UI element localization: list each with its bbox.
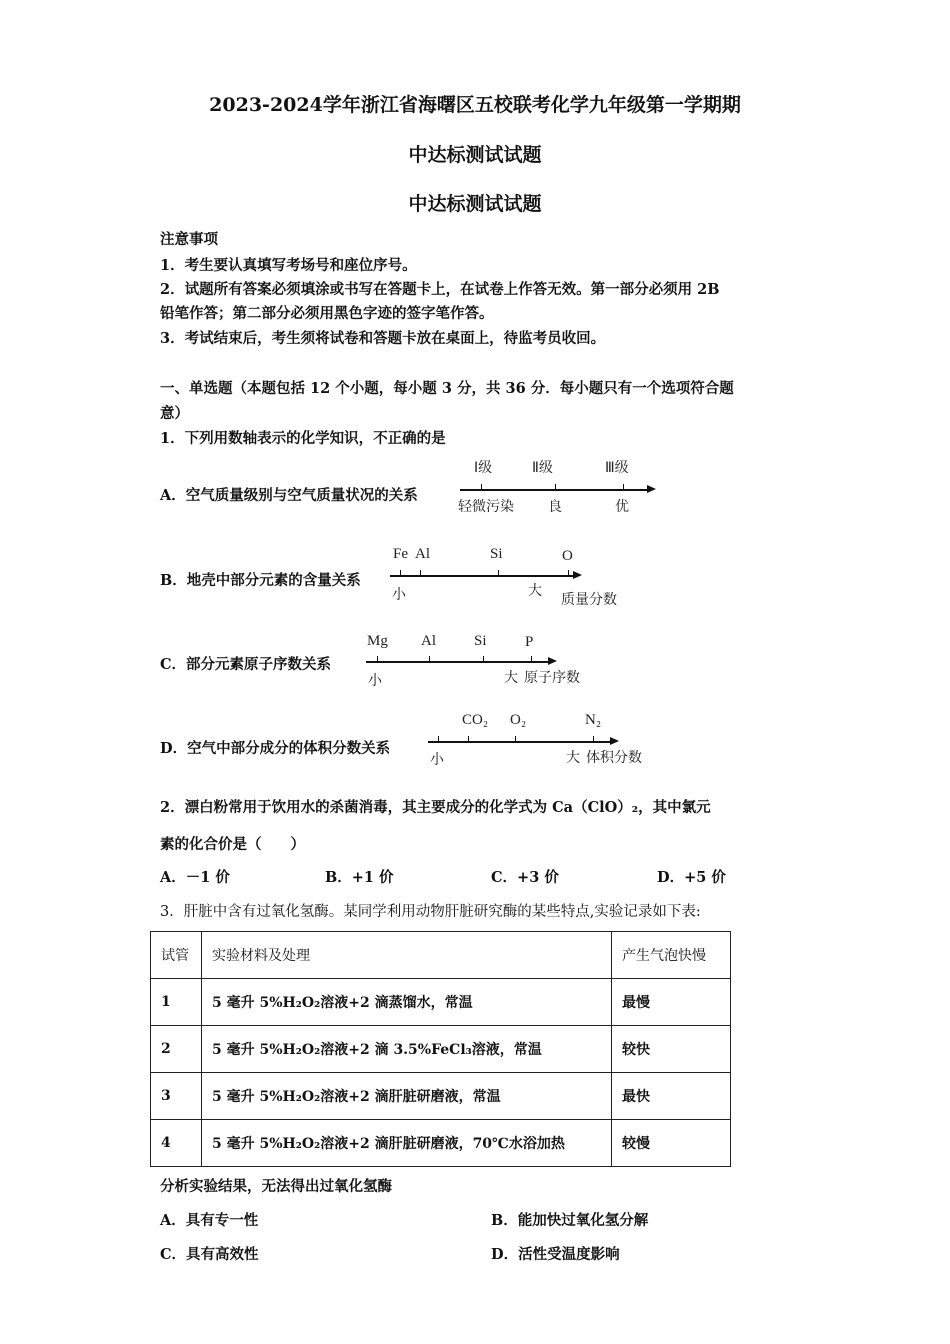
q2-option-a: A．－1 价 bbox=[160, 869, 230, 886]
experiment-table bbox=[150, 931, 731, 1167]
cell: 5 毫升 5%H₂O₂溶液+2 滴肝脏研磨液，70℃水浴加热 bbox=[202, 1120, 612, 1167]
table-row bbox=[151, 979, 731, 1026]
cell: 4 bbox=[151, 1120, 202, 1167]
cell: 最快 bbox=[612, 1073, 731, 1120]
q1-option-c: C．部分元素原子序数关系 bbox=[160, 656, 332, 673]
section-heading-cont: 意） bbox=[160, 405, 189, 422]
axis-tick bbox=[400, 570, 401, 575]
q1-option-a: A．空气质量级别与空气质量状况的关系 bbox=[160, 487, 418, 504]
cell: 1 bbox=[151, 979, 202, 1026]
notice-item: 铅笔作答；第二部分必须用黑色字迹的签字笔作答。 bbox=[160, 305, 494, 322]
axis-tick bbox=[468, 736, 469, 741]
q2-option-d: D．+5 价 bbox=[657, 869, 726, 886]
cell: 较快 bbox=[612, 1026, 731, 1073]
notice-item: 2．试题所有答案必须填涂或书写在答题卡上，在试卷上作答无效。第一部分必须用 2B bbox=[160, 281, 720, 298]
number-axis-b bbox=[390, 575, 574, 577]
title-line-3: 中达标测试试题 bbox=[408, 193, 542, 215]
axis-label: Fe bbox=[393, 546, 408, 562]
q1-option-d: D．空气中部分成分的体积分数关系 bbox=[160, 740, 391, 757]
title-line-2: 中达标测试试题 bbox=[408, 144, 542, 166]
axis-label: Si bbox=[490, 546, 503, 562]
cell: 2 bbox=[151, 1026, 202, 1073]
axis-label: Al bbox=[415, 546, 430, 562]
axis-label: 优 bbox=[615, 499, 629, 515]
axis-tick bbox=[438, 736, 439, 741]
axis-tick bbox=[481, 484, 482, 489]
header-cell: 试管 bbox=[151, 932, 202, 979]
axis-tick bbox=[483, 656, 484, 661]
q1-option-b: B．地壳中部分元素的含量关系 bbox=[160, 572, 361, 589]
axis-tick bbox=[377, 656, 378, 661]
cell: 5 毫升 5%H₂O₂溶液+2 滴肝脏研磨液，常温 bbox=[202, 1073, 612, 1120]
axis-label: P bbox=[525, 634, 534, 650]
axis-label: 轻微污染 bbox=[458, 499, 514, 515]
cell: 5 毫升 5%H₂O₂溶液+2 滴蒸馏水，常温 bbox=[202, 979, 612, 1026]
axis-label: Mg bbox=[367, 633, 388, 649]
axis-label: O bbox=[562, 548, 573, 564]
axis-tick bbox=[623, 484, 624, 489]
axis-label: 小 bbox=[368, 673, 382, 689]
axis-label: 良 bbox=[548, 499, 562, 515]
q3-option-b: B．能加快过氧化氢分解 bbox=[491, 1212, 649, 1229]
cell: 5 毫升 5%H₂O₂溶液+2 滴 3.5%FeCl₃溶液，常温 bbox=[202, 1026, 612, 1073]
axis-label: Ⅱ级 bbox=[532, 460, 553, 476]
cell: 较慢 bbox=[612, 1120, 731, 1167]
q2-option-c: C．+3 价 bbox=[491, 869, 559, 886]
axis-label: Ⅲ级 bbox=[605, 460, 629, 476]
axis-tick bbox=[593, 736, 594, 741]
q1-stem: 1．下列用数轴表示的化学知识，不正确的是 bbox=[160, 430, 446, 447]
axis-label: 大 bbox=[566, 750, 580, 766]
axis-label: 小 bbox=[430, 752, 444, 768]
axis-label: 质量分数 bbox=[561, 592, 617, 608]
header-cell: 产生气泡快慢 bbox=[612, 932, 731, 979]
axis-label: 大 bbox=[504, 670, 518, 686]
axis-tick bbox=[515, 736, 516, 741]
axis-label: Al bbox=[421, 633, 436, 649]
axis-label: O₂ bbox=[510, 712, 527, 728]
q2-stem-cont: 素的化合价是（ ） bbox=[160, 836, 305, 853]
axis-tick bbox=[420, 570, 421, 575]
axis-label: Ⅰ级 bbox=[474, 460, 493, 476]
table-row bbox=[151, 1073, 731, 1120]
axis-tick bbox=[555, 484, 556, 489]
axis-label: 原子序数 bbox=[524, 670, 580, 686]
title-line-1: 2023-2024学年浙江省海曙区五校联考化学九年级第一学期期 bbox=[209, 94, 741, 116]
axis-label: 大 bbox=[528, 583, 542, 599]
q3-option-d: D．活性受温度影响 bbox=[491, 1246, 620, 1263]
table-header-row bbox=[151, 932, 731, 979]
cell: 最慢 bbox=[612, 979, 731, 1026]
notice-heading: 注意事项 bbox=[160, 231, 218, 248]
axis-tick bbox=[531, 656, 532, 661]
axis-tick bbox=[568, 570, 569, 575]
q2-stem: 2．漂白粉常用于饮用水的杀菌消毒，其主要成分的化学式为 Ca（ClO）₂，其中氯元 bbox=[160, 799, 711, 816]
q3-stem: 3．肝脏中含有过氧化氢酶。某同学利用动物肝脏研究酶的某些特点,实验记录如下表: bbox=[160, 904, 701, 920]
number-axis-c bbox=[366, 661, 549, 663]
axis-label: Si bbox=[474, 633, 487, 649]
number-axis-d bbox=[428, 741, 611, 743]
notice-item: 1．考生要认真填写考场号和座位序号。 bbox=[160, 257, 417, 274]
axis-label: 体积分数 bbox=[586, 750, 642, 766]
notice-item: 3．考试结束后，考生须将试卷和答题卡放在桌面上，待监考员收回。 bbox=[160, 330, 606, 347]
table-row bbox=[151, 1120, 731, 1167]
axis-tick bbox=[429, 656, 430, 661]
q2-option-b: B．+1 价 bbox=[325, 869, 394, 886]
axis-label: N₂ bbox=[585, 712, 602, 728]
axis-label: 小 bbox=[392, 587, 406, 603]
number-axis-a bbox=[460, 489, 648, 491]
axis-tick bbox=[498, 570, 499, 575]
cell: 3 bbox=[151, 1073, 202, 1120]
table-row bbox=[151, 1026, 731, 1073]
header-cell: 实验材料及处理 bbox=[202, 932, 612, 979]
q3-option-a: A．具有专一性 bbox=[160, 1212, 259, 1229]
axis-label: CO₂ bbox=[462, 712, 489, 728]
q3-option-c: C．具有高效性 bbox=[160, 1246, 259, 1263]
section-heading: 一、单选题（本题包括 12 个小题，每小题 3 分，共 36 分．每小题只有一个选项符合题 bbox=[160, 380, 734, 397]
q3-after: 分析实验结果，无法得出过氧化氢酶 bbox=[160, 1178, 392, 1195]
